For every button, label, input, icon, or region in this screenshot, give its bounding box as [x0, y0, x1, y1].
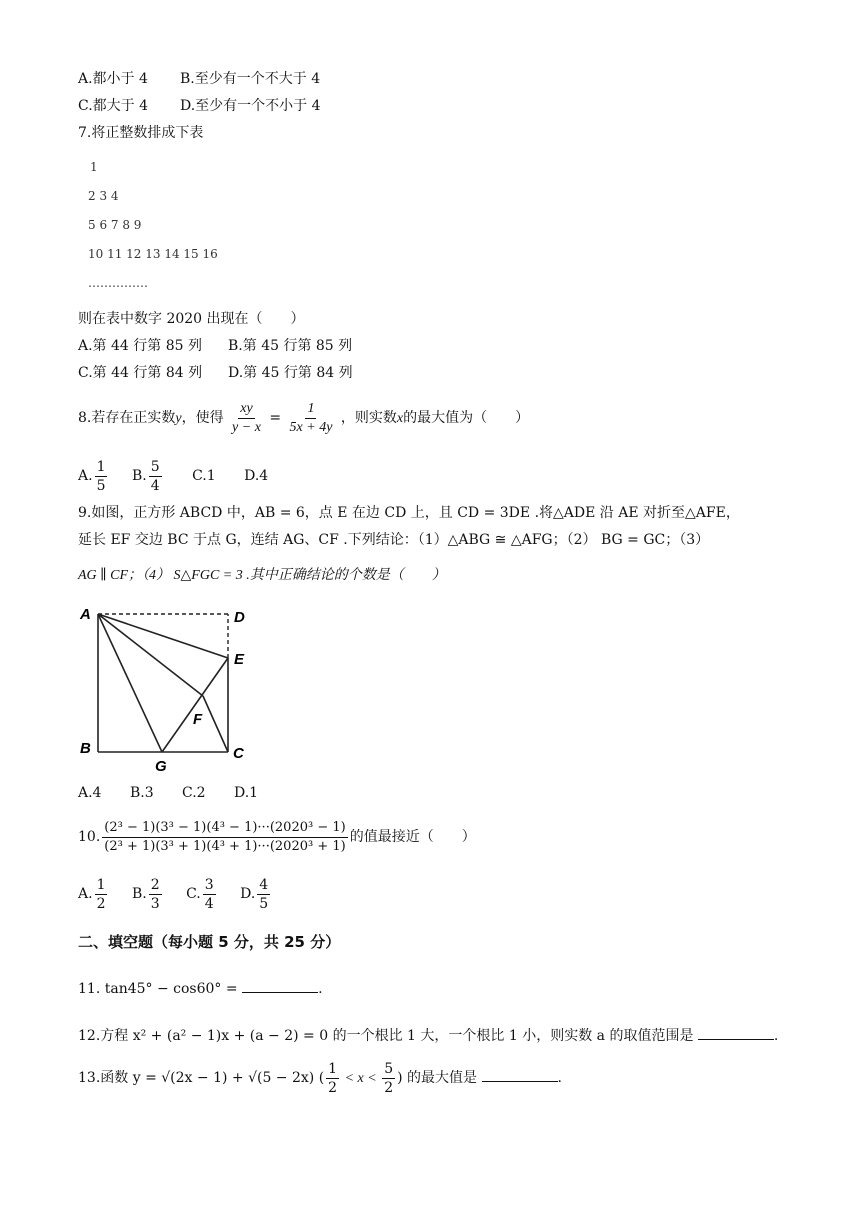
q13-f1-den: 2 [328, 1079, 338, 1096]
q12-end: . [773, 1028, 779, 1044]
q13-end: . [557, 1070, 562, 1086]
q9-stem-line-2: 延长 EF 交边 BC 于点 G，连结 AG、CF .下列结论：（1）△ABG ≅ △AFG；（2） BG = GC；（3） [78, 532, 710, 548]
q8-option-a-num: 1 [96, 458, 106, 475]
q13-f2-num: 5 [384, 1060, 394, 1077]
q13-f2-den: 2 [384, 1079, 394, 1096]
q10-numerator: (2³ − 1)(3³ − 1)(4³ − 1)···(2020³ − 1) [102, 819, 347, 838]
q8-var-x: x [396, 411, 404, 426]
q13-fraction-2 [382, 1060, 395, 1097]
q8-option-b-label: B. [131, 468, 147, 484]
q13-prefix: 13.函数 y = √(2x − 1) + √(5 − 2x) ( [78, 1070, 325, 1086]
q8-frac2-den: 5x + 4y [289, 419, 333, 435]
q10-stem [78, 814, 476, 860]
q7-option-c: C.第 44 行第 84 列 [78, 365, 203, 381]
q8-suffix-1: ，则实数 [340, 410, 397, 426]
line-fc [203, 696, 228, 752]
q13-inequality: < x < [341, 1071, 381, 1086]
q8-option-a-fraction [95, 458, 108, 495]
q8-stem [78, 398, 529, 439]
q11-text: 11. tan45° − cos60° = [78, 981, 238, 997]
q10-option-c-fraction [203, 876, 216, 913]
label-g: G [155, 758, 167, 775]
q8-equals: = [269, 410, 282, 426]
q13-suffix: ) 的最大值是 [397, 1070, 478, 1086]
q8-frac1-num: xy [238, 400, 254, 419]
q10-option-d-fraction [257, 876, 270, 913]
q9-square-figure [74, 600, 264, 778]
q8-option-c: C.1 [192, 468, 216, 484]
q13-f1-num: 1 [328, 1060, 338, 1077]
section-2-title: 二、填空题（每小题 5 分，共 25 分） [78, 933, 341, 951]
q9-option-c: C.2 [182, 785, 206, 801]
q10-option-c-num: 3 [204, 876, 214, 893]
q10-prefix: 10. [78, 829, 101, 845]
label-d: D [234, 609, 245, 626]
q8-option-b-den: 4 [150, 477, 160, 494]
q9-stem-line-1: 9.如图，正方形 ABCD 中，AB = 6，点 E 在边 CD 上，且 CD = 3DE .将△ADE 沿 AE 对折至△AFE， [78, 505, 740, 521]
q10-option-b-num: 2 [150, 876, 160, 893]
q6-option-d: D.至少有一个不小于 4 [180, 98, 321, 114]
q11-answer-blank[interactable] [242, 978, 318, 993]
label-a: A [80, 606, 91, 623]
q7-stem: 7.将正整数排成下表 [78, 125, 204, 141]
q12 [78, 1025, 778, 1045]
q8-fraction-2 [288, 400, 335, 437]
q13-fraction-1 [326, 1060, 339, 1097]
q10-option-c-label: C. [186, 886, 201, 902]
q10-option-a-label: A. [78, 886, 93, 902]
q8-mid: ，使得 [181, 410, 224, 426]
q8-option-b-fraction [149, 458, 162, 495]
q9-option-d: D.1 [234, 785, 259, 801]
q7-question: 则在表中数字 2020 出现在（ ） [78, 311, 305, 327]
q10-options [78, 874, 272, 914]
q8-prefix: 8.若存在正实数 [78, 410, 176, 426]
q8-suffix-2: 的最大值为（ ） [403, 410, 530, 426]
q8-option-a-den: 5 [96, 477, 106, 494]
q9-stem-line-3: AG ∥ CF；（4） S△FGC = 3 .其中正确结论的个数是（ ） [78, 568, 446, 583]
line-ae [98, 614, 228, 658]
q10-option-c-den: 4 [204, 895, 214, 912]
q13 [78, 1058, 562, 1099]
q10-option-d-num: 4 [259, 876, 269, 893]
q10-option-a-den: 2 [96, 895, 106, 912]
q7-option-a: A.第 44 行第 85 列 [78, 338, 202, 354]
q10-option-b-fraction [149, 876, 162, 913]
q11 [78, 978, 323, 998]
q10-option-d-den: 5 [259, 895, 269, 912]
q10-option-b-label: B. [131, 886, 147, 902]
q6-option-c: C.都大于 4 [78, 98, 149, 114]
label-f: F [193, 711, 203, 728]
q10-option-a-fraction [95, 876, 108, 913]
q10-option-a-num: 1 [96, 876, 106, 893]
line-ag [98, 614, 162, 752]
q12-text: 12.方程 x² + (a² − 1)x + (a − 2) = 0 的一个根比 1 大，一个根比 1 小，则实数 a 的取值范围是 [78, 1028, 694, 1044]
q8-frac2-num: 1 [305, 400, 316, 419]
q8-frac1-den: y − x [232, 419, 261, 435]
q8-option-b-num: 5 [150, 458, 160, 475]
q9-option-b: B.3 [130, 785, 154, 801]
q7-table-row-2: 2 3 4 [88, 189, 119, 203]
q10-fraction [102, 819, 347, 856]
q7-table-row-4: 10 11 12 13 14 15 16 [88, 247, 218, 261]
line-af [98, 614, 203, 696]
q10-option-b-den: 3 [150, 895, 160, 912]
q7-option-d: D.第 45 行第 84 列 [228, 365, 353, 381]
q8-var-y: y [175, 411, 182, 426]
label-c: C [233, 745, 244, 762]
q13-answer-blank[interactable] [482, 1067, 558, 1082]
label-e: E [234, 651, 245, 668]
q8-option-d: D.4 [244, 468, 269, 484]
q10-option-d-label: D. [240, 886, 256, 902]
q9-option-a: A.4 [78, 785, 102, 801]
q8-option-a-label: A. [78, 468, 93, 484]
q7-table-ellipsis: …………… [88, 276, 148, 290]
q6-option-a: A.都小于 4 [78, 71, 148, 87]
q12-answer-blank[interactable] [698, 1025, 774, 1040]
q6-option-b: B.至少有一个不大于 4 [180, 71, 321, 87]
q10-suffix: 的值最接近（ ） [349, 829, 476, 845]
q10-denominator: (2³ + 1)(3³ + 1)(4³ + 1)···(2020³ + 1) [104, 838, 346, 854]
q7-table-row-3: 5 6 7 8 9 [88, 218, 142, 232]
q8-options [78, 456, 268, 496]
q11-end: . [318, 981, 323, 997]
q7-table-row-1: 1 [90, 160, 98, 174]
label-b: B [80, 740, 91, 757]
q8-fraction-1 [230, 400, 263, 437]
q7-option-b: B.第 45 行第 85 列 [228, 338, 353, 354]
